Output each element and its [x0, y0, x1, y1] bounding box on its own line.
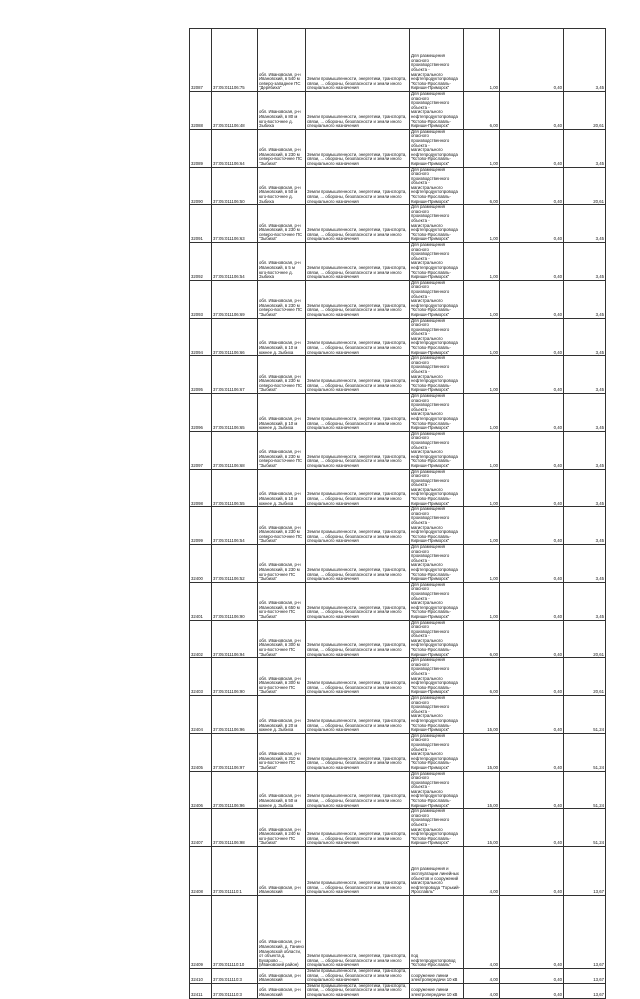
cell-cat: Земли промышленности, энергетики, транспорта, связи, ... обороны, безопасности и земли иного специального назначения	[306, 545, 410, 583]
cell-kad: 37:05:011106:90	[212, 658, 258, 696]
cell-sum: 3,45	[564, 318, 606, 356]
cell-loc: обл. Ивановская, р-н Ивановский	[258, 847, 306, 896]
cell-id: 32411	[190, 983, 212, 998]
cell-id: 32090	[190, 167, 212, 205]
cell-kad: 37:05:011106:96	[212, 771, 258, 809]
table-row	[190, 969, 606, 984]
cell-id: 32404	[190, 696, 212, 734]
cell-kad: 37:05:011110:10	[212, 896, 258, 969]
cell-use: Для размещения опасного производственного объекта - магистрального нефтепродуктопровода "Кстово-Ярославль-Кириши-Приморск"	[410, 469, 464, 507]
cell-use: под нефтепродуктопровод "Кстово-Ярославль"	[410, 896, 464, 969]
table-row	[190, 280, 606, 318]
cell-sum: 20,61	[564, 167, 606, 205]
cell-k: 0,40	[500, 983, 564, 998]
cell-k: 0,40	[500, 733, 564, 771]
cell-loc: обл. Ивановская, р-н Ивановский, в 50 м южнее д. Зыбиха	[258, 771, 306, 809]
cell-id: 32410	[190, 969, 212, 984]
cell-area: 1,00	[464, 545, 500, 583]
cell-k: 0,40	[500, 896, 564, 969]
cell-sum: 3,45	[564, 394, 606, 432]
cell-cat: Земли промышленности, энергетики, транспорта, связи, ... обороны, безопасности и земли иного специального назначения	[306, 92, 410, 130]
cell-id: 32407	[190, 809, 212, 847]
cell-use: Для размещения опасного производственного объекта - магистрального нефтепродуктопровода "Кстово-Ярославль-Кириши-Приморск"	[410, 318, 464, 356]
cell-cat: Земли промышленности, энергетики, транспорта, связи, ... обороны, безопасности и земли иного специального назначения	[306, 658, 410, 696]
cell-cat: Земли промышленности, энергетики, транспорта, связи, ... обороны, безопасности и земли иного специального назначения	[306, 469, 410, 507]
cell-k: 0,40	[500, 318, 564, 356]
table-row	[190, 469, 606, 507]
cell-sum: 51,24	[564, 771, 606, 809]
cell-sum: 3,45	[564, 431, 606, 469]
cell-kad: 37:05:011106:67	[212, 356, 258, 394]
cell-k: 0,40	[500, 620, 564, 658]
cell-area: 1,00	[464, 582, 500, 620]
cell-k: 0,40	[500, 809, 564, 847]
cell-loc: обл. Ивановская, р-н Ивановский, в 650 м юго-восточнее ПС "Зыбиха"	[258, 582, 306, 620]
cell-cat: Земли промышленности, энергетики, транспорта, связи, ... обороны, безопасности и земли иного специального назначения	[306, 507, 410, 545]
cell-loc: обл. Ивановская, р-н Ивановский, в 230 м северо-восточнее ПС "Зыбиха"	[258, 356, 306, 394]
cell-k: 0,40	[500, 129, 564, 167]
cell-kad: 37:05:011106:75	[212, 29, 258, 92]
table-row	[190, 243, 606, 281]
cell-id: 32400	[190, 545, 212, 583]
cell-id: 32403	[190, 658, 212, 696]
cell-k: 0,40	[500, 658, 564, 696]
cell-k: 0,40	[500, 696, 564, 734]
cell-area: 15,00	[464, 771, 500, 809]
table-body	[190, 29, 606, 999]
cell-sum: 3,45	[564, 205, 606, 243]
cell-area: 1,00	[464, 356, 500, 394]
cell-k: 0,40	[500, 507, 564, 545]
cell-loc: обл. Ивановская, р-н Ивановский, в 230 м северо-восточнее ПС "Зыбиха"	[258, 280, 306, 318]
cell-k: 0,40	[500, 394, 564, 432]
cell-use: Для размещения опасного производственного объекта - магистрального нефтепродуктопровода "Кстово-Ярославль-Кириши-Приморск"	[410, 733, 464, 771]
cell-id: 32401	[190, 582, 212, 620]
cell-sum: 51,24	[564, 809, 606, 847]
cell-id: 32095	[190, 356, 212, 394]
table-row	[190, 847, 606, 896]
table-row	[190, 620, 606, 658]
cell-cat: Земли промышленности, энергетики, транспорта, связи, ... обороны, безопасности и земли иного специального назначения	[306, 431, 410, 469]
cell-loc: обл. Ивановская, р-н Ивановский, в 310 м юго-восточнее ПС "Зыбиха"	[258, 733, 306, 771]
table-row	[190, 733, 606, 771]
table-row	[190, 431, 606, 469]
cell-id: 32087	[190, 29, 212, 92]
land-plot-table	[189, 28, 606, 999]
cell-area: 6,00	[464, 658, 500, 696]
cell-loc: обл. Ивановская, р-н Ивановский, д. Ганино Ивановской области, от объекта д. Бухарово ... (Ивановский район)	[258, 896, 306, 969]
cell-loc: обл. Ивановская, р-н Ивановский, в 300 м юго-восточнее ПС "Зыбиха"	[258, 658, 306, 696]
cell-use: сооружение линии электропередачи 10 кВ	[410, 969, 464, 984]
cell-id: 32092	[190, 243, 212, 281]
cell-kad: 37:05:011110:3	[212, 983, 258, 998]
cell-area: 1,00	[464, 129, 500, 167]
cell-use: Для размещения опасного производственного объекта - магистрального нефтепродуктопровода "Кстово-Ярославль-Кириши-Приморск"	[410, 92, 464, 130]
cell-kad: 37:05:011106:63	[212, 205, 258, 243]
cell-use: Для размещения опасного производственного объекта - магистрального нефтепродуктопровода "Кстово-Ярославль-Кириши-Приморск"	[410, 129, 464, 167]
cell-area: 15,00	[464, 809, 500, 847]
cell-cat: Земли промышленности, энергетики, транспорта, связи, ... обороны, безопасности и земли иного специального назначения	[306, 809, 410, 847]
cell-use: Для размещения опасного производственного объекта - магистрального нефтепродуктопровода "Кстово-Ярославль-Кириши-Приморск"	[410, 431, 464, 469]
cell-loc: обл. Ивановская, р-н Ивановский, в 230 м северо-восточнее ПС "Зыбиха"	[258, 507, 306, 545]
cell-area: 4,00	[464, 847, 500, 896]
cell-cat: Земли промышленности, энергетики, транспорта, связи, ... обороны, безопасности и земли иного специального назначения	[306, 243, 410, 281]
table-row	[190, 809, 606, 847]
cell-cat: Земли промышленности, энергетики, транспорта, связи, ... обороны, безопасности и земли иного специального назначения	[306, 696, 410, 734]
cell-kad: 37:05:011110:1	[212, 847, 258, 896]
cell-sum: 51,24	[564, 733, 606, 771]
cell-k: 0,40	[500, 356, 564, 394]
cell-cat: Земли промышленности, энергетики, транспорта, связи, ... обороны, безопасности и земли иного специального назначения	[306, 356, 410, 394]
table-row	[190, 507, 606, 545]
cell-sum: 20,61	[564, 658, 606, 696]
cell-area: 1,00	[464, 431, 500, 469]
cell-id: 32094	[190, 318, 212, 356]
cell-area: 4,00	[464, 983, 500, 998]
cell-use: Для размещения опасного производственного объекта - магистрального нефтепродуктопровода "Кстово-Ярославль-Кириши-Приморск"	[410, 582, 464, 620]
cell-cat: Земли промышленности, энергетики, транспорта, связи, ... обороны, безопасности и земли иного специального назначения	[306, 582, 410, 620]
cell-id: 32089	[190, 129, 212, 167]
table-row	[190, 771, 606, 809]
cell-kad: 37:05:011106:96	[212, 696, 258, 734]
cell-cat: Земли промышленности, энергетики, транспорта, связи, ... обороны, безопасности и земли иного специального назначения	[306, 129, 410, 167]
cell-sum: 3,45	[564, 582, 606, 620]
cell-id: 32096	[190, 394, 212, 432]
cell-sum: 13,67	[564, 896, 606, 969]
cell-area: 1,00	[464, 205, 500, 243]
cell-cat: Земли промышленности, энергетики, транспорта, связи, ... обороны, безопасности и земли иного специального назначения	[306, 771, 410, 809]
cell-loc: обл. Ивановская, р-н Ивановский, в 10 м южнее д. Зыбиха	[258, 394, 306, 432]
cell-use: сооружение линии электропередачи 10 кВ	[410, 983, 464, 998]
table-row	[190, 167, 606, 205]
cell-sum: 3,45	[564, 29, 606, 92]
cell-k: 0,40	[500, 29, 564, 92]
table-row	[190, 582, 606, 620]
cell-loc: обл. Ивановская, р-н Ивановский, в 80 м юго-восточнее д. Зыбиха	[258, 92, 306, 130]
cell-area: 15,00	[464, 696, 500, 734]
cell-cat: Земли промышленности, энергетики, транспорта, связи, ... обороны, безопасности и земли иного специального назначения	[306, 205, 410, 243]
cell-area: 4,00	[464, 896, 500, 969]
table-row	[190, 658, 606, 696]
cell-use: Для размещения опасного производственного объекта - магистрального нефтепродуктопровода "Кстово-Ярославль-Кириши-Приморск"	[410, 167, 464, 205]
cell-kad: 37:05:011106:94	[212, 620, 258, 658]
cell-kad: 37:05:011106:98	[212, 809, 258, 847]
cell-area: 6,00	[464, 167, 500, 205]
cell-area: 4,00	[464, 969, 500, 984]
cell-loc: обл. Ивановская, р-н Ивановский, в 50 м юго-восточнее д. Зыбиха	[258, 167, 306, 205]
cell-use: Для размещения опасного производственного объекта - магистрального нефтепродуктопровода "Кстово-Ярославль-Кириши-Приморск"	[410, 771, 464, 809]
cell-cat: Земли промышленности, энергетики, транспорта, связи, ... обороны, безопасности и земли иного специального назначения	[306, 847, 410, 896]
cell-use: Для размещения опасного производственного объекта - магистрального нефтепродуктопровода "Кстово-Ярославль-Кириши-Приморск"	[410, 280, 464, 318]
cell-id: 32099	[190, 507, 212, 545]
cell-area: 1,00	[464, 318, 500, 356]
cell-kad: 37:05:011106:69	[212, 280, 258, 318]
cell-k: 0,40	[500, 969, 564, 984]
cell-sum: 13,67	[564, 969, 606, 984]
cell-use: Для размещения опасного производственного объекта - магистрального нефтепродуктопровода "Кстово-Ярославль-Кириши-Приморск"	[410, 696, 464, 734]
cell-kad: 37:05:011106:54	[212, 243, 258, 281]
table-row	[190, 129, 606, 167]
table-row	[190, 545, 606, 583]
cell-id: 32402	[190, 620, 212, 658]
cell-id: 32091	[190, 205, 212, 243]
cell-use: Для размещения опасного производственного объекта - магистрального нефтепродуктопровода "Кстово-Ярославль-Кириши-Приморск"	[410, 809, 464, 847]
cell-kad: 37:05:011106:68	[212, 431, 258, 469]
cell-loc: обл. Ивановская, р-н Ивановский, в 230 м северо-восточнее ПС "Зыбиха"	[258, 129, 306, 167]
cell-kad: 37:05:011106:48	[212, 92, 258, 130]
cell-k: 0,40	[500, 92, 564, 130]
cell-use: Для размещения опасного производственного объекта - магистрального нефтепродуктопровода "Кстово-Ярославль-Кириши-Приморск"	[410, 507, 464, 545]
cell-id: 32408	[190, 847, 212, 896]
cell-loc: обл. Ивановская, р-н Ивановский	[258, 969, 306, 984]
cell-id: 32409	[190, 896, 212, 969]
cell-loc: обл. Ивановская, р-н Ивановский, в 230 м юго-восточнее ПС "Зыбиха"	[258, 545, 306, 583]
cell-cat: Земли промышленности, энергетики, транспорта, связи, ... обороны, безопасности и земли иного специального назначения	[306, 969, 410, 984]
cell-kad: 37:05:011106:54	[212, 507, 258, 545]
cell-kad: 37:05:011106:55	[212, 469, 258, 507]
table-row	[190, 92, 606, 130]
cell-area: 1,00	[464, 507, 500, 545]
cell-id: 32097	[190, 431, 212, 469]
cell-id: 32088	[190, 92, 212, 130]
cell-sum: 3,45	[564, 243, 606, 281]
cell-use: Для размещения опасного производственного объекта - магистрального нефтепродуктопровода "Кстово-Ярославль-Кириши-Приморск"	[410, 205, 464, 243]
cell-kad: 37:05:011106:50	[212, 167, 258, 205]
cell-id: 32405	[190, 733, 212, 771]
cell-k: 0,40	[500, 469, 564, 507]
cell-loc: обл. Ивановская, р-н Ивановский, в 10 м южнее д. Зыбиха	[258, 318, 306, 356]
cell-sum: 13,67	[564, 847, 606, 896]
cell-cat: Земли промышленности, энергетики, транспорта, связи, ... обороны, безопасности и земли иного специального назначения	[306, 280, 410, 318]
cell-loc: обл. Ивановская, р-н Ивановский, в 230 м северо-восточнее ПС "Зыбиха"	[258, 431, 306, 469]
cell-id: 32098	[190, 469, 212, 507]
cell-kad: 37:05:011106:65	[212, 394, 258, 432]
cell-cat: Земли промышленности, энергетики, транспорта, связи, ... обороны, безопасности и земли иного специального назначения	[306, 167, 410, 205]
cell-area: 1,00	[464, 280, 500, 318]
table-row	[190, 696, 606, 734]
cell-use: Для размещения опасного производственного объекта - магистрального нефтепродуктопровода "Кстово-Ярославль-Кириши-Приморск"	[410, 29, 464, 92]
cell-sum: 13,67	[564, 983, 606, 998]
cell-sum: 51,24	[564, 696, 606, 734]
cell-loc: обл. Ивановская, р-н Ивановский, в 10 м южнее д. Зыбиха	[258, 469, 306, 507]
cell-kad: 37:05:011106:52	[212, 545, 258, 583]
cell-sum: 20,61	[564, 92, 606, 130]
cell-k: 0,40	[500, 243, 564, 281]
cell-k: 0,40	[500, 771, 564, 809]
cell-use: Для размещения опасного производственного объекта - магистрального нефтепродуктопровода "Кстово-Ярославль-Кириши-Приморск"	[410, 620, 464, 658]
cell-sum: 3,45	[564, 356, 606, 394]
cell-sum: 3,45	[564, 280, 606, 318]
table-row	[190, 394, 606, 432]
cell-k: 0,40	[500, 545, 564, 583]
cell-k: 0,40	[500, 431, 564, 469]
cell-kad: 37:05:011106:97	[212, 733, 258, 771]
cell-cat: Земли промышленности, энергетики, транспорта, связи, ... обороны, безопасности и земли иного специального назначения	[306, 394, 410, 432]
cell-cat: Земли промышленности, энергетики, транспорта, связи, ... обороны, безопасности и земли иного специального назначения	[306, 29, 410, 92]
cell-use: Для размещения опасного производственного объекта - магистрального нефтепродуктопровода "Кстово-Ярославль-Кириши-Приморск"	[410, 658, 464, 696]
table-row	[190, 356, 606, 394]
cell-loc: обл. Ивановская, р-н Ивановский, в 540 м северо-западнее ПС "Дерябиха"	[258, 29, 306, 92]
table-row	[190, 896, 606, 969]
table-row	[190, 205, 606, 243]
cell-kad: 37:05:011110:3	[212, 969, 258, 984]
cell-kad: 37:05:011106:64	[212, 129, 258, 167]
cell-area: 1,00	[464, 29, 500, 92]
cell-loc: обл. Ивановская, р-н Ивановский, в 300 м юго-восточнее ПС "Зыбиха"	[258, 620, 306, 658]
table-row	[190, 983, 606, 998]
cell-area: 15,00	[464, 733, 500, 771]
cell-kad: 37:05:011106:90	[212, 582, 258, 620]
cell-kad: 37:05:011106:66	[212, 318, 258, 356]
cell-cat: Земли промышленности, энергетики, транспорта, связи, ... обороны, безопасности и земли иного специального назначения	[306, 733, 410, 771]
cell-area: 1,00	[464, 243, 500, 281]
cell-area: 1,00	[464, 394, 500, 432]
cell-area: 6,00	[464, 620, 500, 658]
cell-sum: 3,45	[564, 507, 606, 545]
cell-use: Для размещения опасного производственного объекта - магистрального нефтепродуктопровода "Кстово-Ярославль-Кириши-Приморск"	[410, 356, 464, 394]
cell-use: Для размещения опасного производственного объекта - магистрального нефтепродуктопровода "Кстово-Ярославль-Кириши-Приморск"	[410, 394, 464, 432]
cell-cat: Земли промышленности, энергетики, транспорта, связи, ... обороны, безопасности и земли иного специального назначения	[306, 896, 410, 969]
cell-k: 0,40	[500, 280, 564, 318]
cell-use: Для размещения опасного производственного объекта - магистрального нефтепродуктопровода "Кстово-Ярославль-Кириши-Приморск"	[410, 243, 464, 281]
cell-use: Для размещения и эксплуатации линейных объектов и сооружений магистрального нефтепровода "Горький-Ярославль"	[410, 847, 464, 896]
cell-area: 6,00	[464, 92, 500, 130]
cell-k: 0,40	[500, 847, 564, 896]
cell-loc: обл. Ивановская, р-н Ивановский, в 230 м северо-восточнее ПС "Зыбиха"	[258, 205, 306, 243]
cell-loc: обл. Ивановская, р-н Ивановский	[258, 983, 306, 998]
table-row	[190, 318, 606, 356]
cell-sum: 3,45	[564, 469, 606, 507]
cell-area: 1,00	[464, 469, 500, 507]
cell-id: 32406	[190, 771, 212, 809]
cell-k: 0,40	[500, 167, 564, 205]
cell-k: 0,40	[500, 205, 564, 243]
cell-cat: Земли промышленности, энергетики, транспорта, связи, ... обороны, безопасности и земли иного специального назначения	[306, 318, 410, 356]
cell-use: Для размещения опасного производственного объекта - магистрального нефтепродуктопровода "Кстово-Ярославль-Кириши-Приморск"	[410, 545, 464, 583]
cell-k: 0,40	[500, 582, 564, 620]
cell-cat: Земли промышленности, энергетики, транспорта, связи, ... обороны, безопасности и земли иного специального назначения	[306, 983, 410, 998]
cell-sum: 20,61	[564, 620, 606, 658]
cell-loc: обл. Ивановская, р-н Ивановский, в 20 м южнее д. Зыбиха	[258, 696, 306, 734]
cell-id: 32093	[190, 280, 212, 318]
cell-loc: обл. Ивановская, р-н Ивановский, в 5 м юго-восточнее д. Зыбиха	[258, 243, 306, 281]
cell-sum: 3,45	[564, 545, 606, 583]
table-row	[190, 29, 606, 92]
cell-sum: 3,45	[564, 129, 606, 167]
cell-loc: обл. Ивановская, р-н Ивановский, в 240 м юго-восточнее ПС "Зыбиха"	[258, 809, 306, 847]
cell-cat: Земли промышленности, энергетики, транспорта, связи, ... обороны, безопасности и земли иного специального назначения	[306, 620, 410, 658]
